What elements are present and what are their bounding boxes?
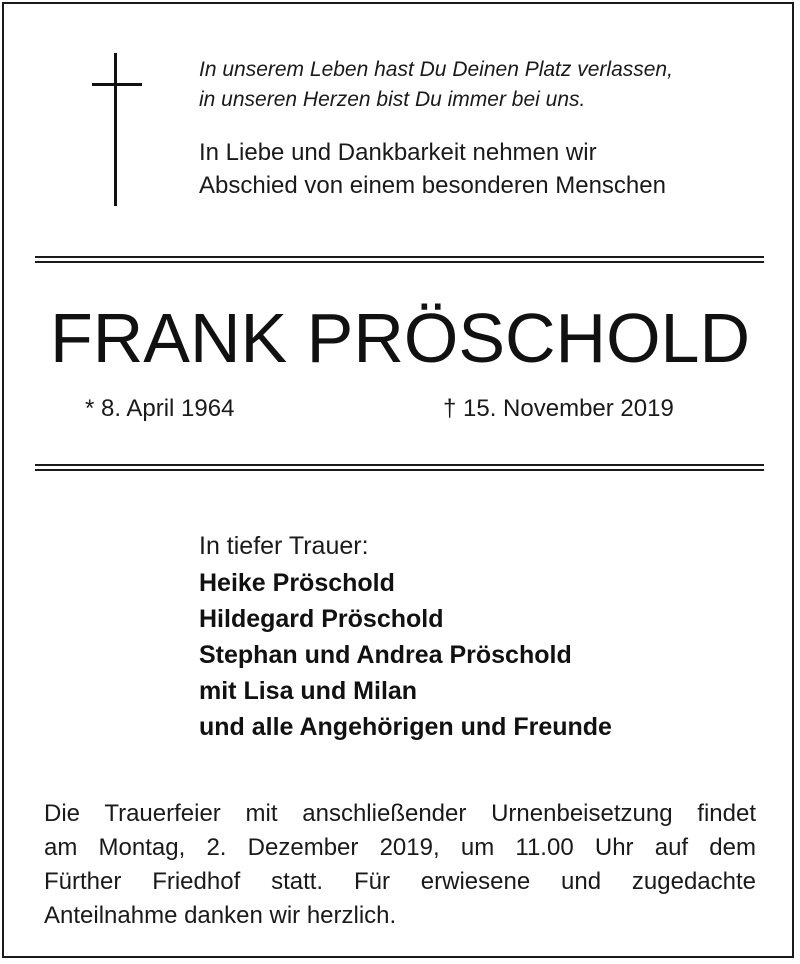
notice-line: Anteilnahme danken wir herzlich.: [44, 902, 397, 929]
mourner-name: Heike Pröschold: [199, 569, 395, 597]
deceased-name: FRANK PRÖSCHOLD: [49, 299, 751, 377]
notice-line: Die Trauerfeier mit anschließender Urnenbeisetzung findet: [44, 800, 756, 827]
mourner-name: mit Lisa und Milan: [199, 677, 418, 705]
mourners-heading: In tiefer Trauer:: [199, 532, 369, 560]
double-rule-top: [35, 256, 764, 263]
double-rule-bottom: [35, 464, 764, 471]
notice-line: am Montag, 2. Dezember 2019, um 11.00 Uhr auf dem: [44, 834, 756, 861]
intro-line-1: In Liebe und Dankbarkeit nehmen wir: [199, 139, 597, 166]
mourner-name: Stephan und Andrea Pröschold: [199, 641, 572, 669]
quote-line-1: In unserem Leben hast Du Deinen Platz verlassen,: [199, 58, 673, 81]
funeral-notice: [44, 797, 756, 933]
birth-date: * 8. April 1964: [85, 395, 235, 422]
quote-line-2: in unseren Herzen bist Du immer bei uns.: [199, 88, 586, 111]
intro-line-2: Abschied von einem besonderen Menschen: [199, 172, 666, 199]
notice-line: Fürther Friedhof statt. Für erwiesene und zugedachte: [44, 868, 756, 895]
mourner-name: und alle Angehörigen und Freunde: [199, 713, 612, 741]
cross-icon: [92, 53, 142, 206]
death-date: † 15. November 2019: [443, 395, 674, 422]
mourner-name: Hildegard Pröschold: [199, 605, 444, 633]
